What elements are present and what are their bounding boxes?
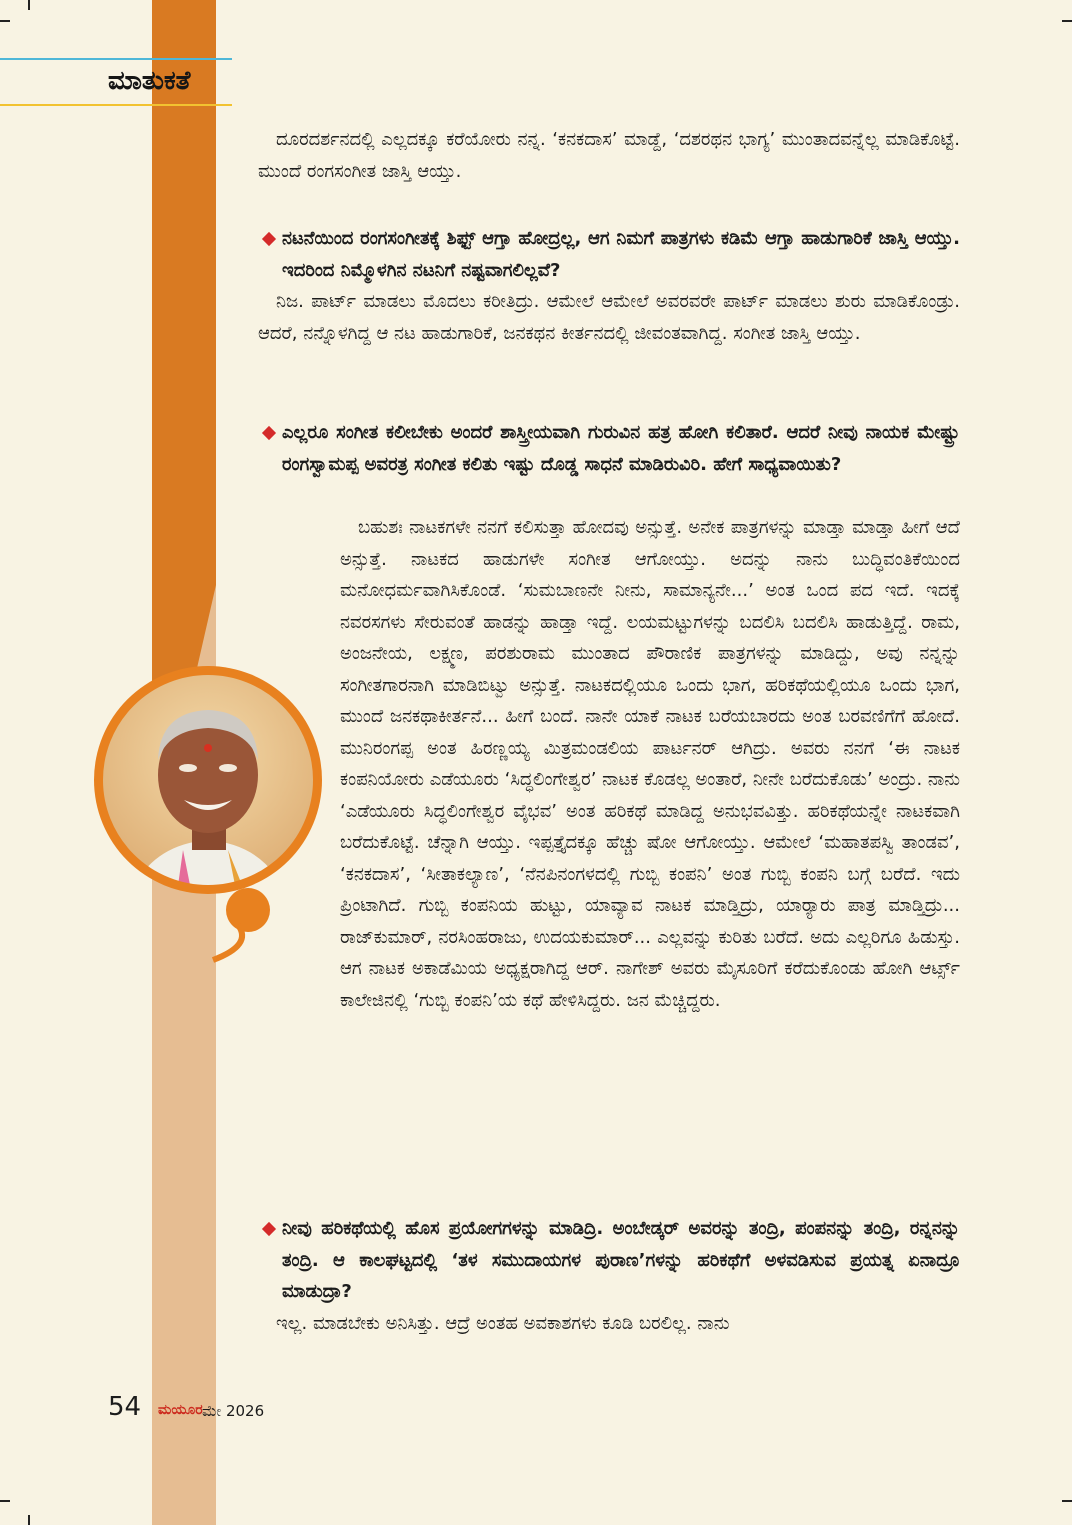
header-rule-yellow xyxy=(0,104,232,106)
crop-mark xyxy=(1062,20,1072,22)
header-rule-cyan xyxy=(0,58,232,60)
magazine-logo: ಮಯೂರ xyxy=(158,1402,203,1418)
question-paragraph: ಎಲ್ಲರೂ ಸಂಗೀತ ಕಲೀಬೇಕು ಅಂದರೆ ಶಾಸ್ತ್ರೀಯವಾಗಿ ಗುರುವಿನ ಹತ್ರ ಹೋಗಿ ಕಲಿತಾರೆ. ಆದರೆ ನೀವು ನಾಯಕ ಮೇಷ್ಟ್ರು ರಂಗಸ್ವಾಮಪ್ಪ ಅವರತ್ರ ಸಂಗೀತ ಕಲಿತು ಇಷ್ಟು ದೊಡ್ಡ ಸಾಧನೆ ಮಾಡಿರುವಿರಿ. ಹೇಗೆ ಸಾಧ್ಯವಾಯಿತು? xyxy=(258,417,960,512)
issue-date: ಮೇ 2026 xyxy=(202,1402,265,1420)
crop-mark xyxy=(1062,1500,1072,1502)
answer-paragraph: ದೂರದರ್ಶನದಲ್ಲಿ ಎಲ್ಲದಕ್ಕೂ ಕರೆಯೋರು ನನ್ನ. ‘ಕನಕದಾಸ’ ಮಾಡ್ದೆ, ‘ದಶರಥನ ಭಾಗ್ಯ’ ಮುಂತಾದವನ್ನೆಲ್ಲ ಮಾಡಿಕೊಟ್ಟೆ. ಮುಂದೆ ರಂಗಸಂಗೀತ ಜಾಸ್ತಿ ಆಯ್ತು. xyxy=(258,129,960,182)
page-number: 54 xyxy=(108,1392,142,1422)
crop-mark xyxy=(28,1515,30,1525)
article-body xyxy=(258,124,960,1340)
answer-paragraph: ನಿಜ. ಪಾರ್ಟ್ ಮಾಡಲು ಮೊದಲು ಕರೀತಿದ್ರು. ಆಮೇಲೆ ಆಮೇಲೆ ಅವರವರೇ ಪಾರ್ಟ್ ಮಾಡಲು ಶುರು ಮಾಡಿಕೊಂಡ್ರು. ಆದರೆ, ನನ್ನೊಳಗಿದ್ದ ಆ ನಟ ಹಾಡುಗಾರಿಕೆ, ಜನಕಥನ ಕೀರ್ತನದಲ್ಲಿ ಜೀವಂತವಾಗಿದ್ದ. ಸಂಗೀತ ಜಾಸ್ತಿ ಆಯ್ತು. xyxy=(258,291,960,344)
question-paragraph: ನೀವು ಹರಿಕಥೆಯಲ್ಲಿ ಹೊಸ ಪ್ರಯೋಗಗಳನ್ನು ಮಾಡಿದ್ರಿ. ಅಂಬೇಡ್ಕರ್ ಅವರನ್ನು ತಂದ್ರಿ, ಪಂಪನನ್ನು ತಂದ್ರಿ, ರನ್ನನನ್ನು ತಂದ್ರಿ. ಆ ಕಾಲಘಟ್ಟದಲ್ಲಿ ‘ತಳ ಸಮುದಾಯಗಳ ಪುರಾಣ’ಗಳನ್ನು ಹರಿಕಥೆಗೆ ಅಳವಡಿಸುವ ಪ್ರಯತ್ನ ಏನಾದ್ರೂ ಮಾಡುದ್ರಾ? xyxy=(258,1213,960,1308)
section-title: ಮಾತುಕತೆ xyxy=(108,66,191,96)
crop-mark xyxy=(0,20,10,22)
crop-mark xyxy=(28,0,30,10)
answer-paragraph: ಬಹುಶಃ ನಾಟಕಗಳೇ ನನಗೆ ಕಲಿಸುತ್ತಾ ಹೋದವು ಅನ್ಸುತ್ತೆ. ಅನೇಕ ಪಾತ್ರಗಳನ್ನು ಮಾಡ್ತಾ ಮಾಡ್ತಾ ಹೀಗೆ ಆದೆ ಅನ್ಸುತ್ತೆ. ನಾಟಕದ ಹಾಡುಗಳೇ ಸಂಗೀತ ಆಗೋಯ್ತು. ಅದನ್ನು ನಾನು ಬುದ್ಧಿವಂತಿಕೆಯಿಂದ ಮನೋಧರ್ಮವಾಗಿಸಿಕೊಂಡೆ. ‘ಸುಮಬಾಣನೇ ನೀನು, ಸಾಮಾನ್ಯನೇ...’ ಅಂತ ಒಂದ ಪದ ಇದೆ. ಇದಕ್ಕೆ ನವರಸಗಳು ಸೇರುವಂತೆ ಹಾಡನ್ನು ಹಾಡ್ತಾ ಇದ್ದೆ. ಲಯಮಟ್ಟುಗಳನ್ನು ಬದಲಿಸಿ ಬದಲಿಸಿ ಹಾಡುತ್ತಿದ್ದೆ. ರಾಮ, ಅಂಜನೇಯ, ಲಕ್ಷ್ಮಣ, ಪರಶುರಾಮ ಮುಂತಾದ ಪೌರಾಣಿಕ ಪಾತ್ರಗಳನ್ನು ಮಾಡಿದ್ದು, ಅವು ನನ್ನನ್ನು ಸಂಗೀತಗಾರನಾಗಿ ಮಾಡಿಬಿಟ್ವು ಅನ್ಸುತ್ತೆ. ನಾಟಕದಲ್ಲಿಯೂ ಒಂದು ಭಾಗ, ಹರಿಕಥೆಯಲ್ಲಿಯೂ ಒಂದು ಭಾಗ, ಮುಂದೆ ಜನಕಥಾಕೀರ್ತನೆ... ಹೀಗೆ ಬಂದೆ. ನಾನೇ ಯಾಕೆ ನಾಟಕ ಬರೆಯಬಾರದು ಅಂತ ಬರವಣಿಗೆಗೆ ಹೋದೆ. ಮುನಿರಂಗಪ್ಪ ಅಂತ ಹಿರಣ್ಣಯ್ಯ ಮಿತ್ರಮಂಡಲಿಯ ಪಾರ್ಟನರ್ ಆಗಿದ್ರು. ಅವರು ನನಗೆ ‘ಈ ನಾಟಕ ಕಂಪನಿಯೋರು ಎಡೆಯೂರು ‘ಸಿದ್ಧಲಿಂಗೇಶ್ವರ’ ನಾಟಕ ಕೊಡಲ್ಲ ಅಂತಾರೆ, ನೀನೇ ಬರೆದುಕೊಡು’ ಅಂದ್ರು. ನಾನು ‘ಎಡೆಯೂರು ಸಿದ್ಧಲಿಂಗೇಶ್ವರ ವೈಭವ’ ಅಂತ ಹರಿಕಥೆ ಮಾಡಿದ್ದ ಅನುಭವವಿತ್ತು. ಹರಿಕಥೆಯನ್ನೇ ನಾಟಕವಾಗಿ ಬರೆದುಕೊಟ್ಟೆ. ಚೆನ್ನಾಗಿ ಆಯ್ತು. ಇಪ್ಪತ್ತೈದಕ್ಕೂ ಹೆಚ್ಚು ಷೋ ಆಗೋಯ್ತು. ಆಮೇಲೆ ‘ಮಹಾತಪಸ್ವಿ ತಾಂಡವ’, ‘ಕನಕದಾಸ’, ‘ಸೀತಾಕಲ್ಯಾಣ’, ‘ನೆನಪಿನಂಗಳದಲ್ಲಿ ಗುಬ್ಬಿ ಕಂಪನಿ’ ಅಂತ ಗುಬ್ಬಿ ಕಂಪನಿ ಬಗ್ಗೆ ಬರೆದೆ. ಇದು ಪ್ರಿಂಟಾಗಿದೆ. ಗುಬ್ಬಿ ಕಂಪನಿಯ ಹುಟ್ಟು, ಯಾವ್ಯಾವ ನಾಟಕ ಮಾಡ್ತಿದ್ರು, ಯಾರ‍್ಯಾರು ಪಾತ್ರ ಮಾಡ್ತಿದ್ರು... ರಾಜ್‌ಕುಮಾರ್, ನರಸಿಂಹರಾಜು, ಉದಯಕುಮಾರ್... ಎಲ್ಲವನ್ನು ಕುರಿತು ಬರೆದೆ. ಅದು ಎಲ್ಲರಿಗೂ ಹಿಡುಸ್ತು. ಆಗ ನಾಟಕ ಅಕಾಡೆಮಿಯ ಅಧ್ಯಕ್ಷರಾಗಿದ್ದ ಆರ್. ನಾಗೇಶ್ ಅವರು ಮೈಸೂರಿಗೆ ಕರೆದುಕೊಂಡು ಹೋಗಿ ಆರ್ಟ್ಸ್ ಕಾಲೇಜಿನಲ್ಲಿ ‘ಗುಬ್ಬಿ ಕಂಪನಿ’ಯ ಕಥೆ ಹೇಳಿಸಿದ್ದರು. ಜನ ಮೆಚ್ಚಿದ್ದರು. xyxy=(340,517,960,1011)
answer-paragraph: ಇಲ್ಲ. ಮಾಡಬೇಕು ಅನಿಸಿತ್ತು. ಆದ್ರೆ ಅಂತಹ ಅವಕಾಶಗಳು ಕೂಡಿ ಬರಲಿಲ್ಲ. ನಾನು xyxy=(276,1313,730,1334)
question-paragraph: ನಟನೆಯಿಂದ ರಂಗಸಂಗೀತಕ್ಕೆ ಶಿಫ್ಟ್ ಆಗ್ತಾ ಹೋದ್ರಲ್ಲ, ಆಗ ನಿಮಗೆ ಪಾತ್ರಗಳು ಕಡಿಮೆ ಆಗ್ತಾ ಹಾಡುಗಾರಿಕೆ ಜಾಸ್ತಿ ಆಯ್ತು. ಇದರಿಂದ ನಿಮ್ಮೊಳಗಿನ ನಟನಿಗೆ ನಷ್ಟವಾಗಲಿಲ್ಲವೆ? xyxy=(258,223,960,286)
portrait-photo-icon xyxy=(88,660,328,970)
crop-mark xyxy=(0,1500,10,1502)
